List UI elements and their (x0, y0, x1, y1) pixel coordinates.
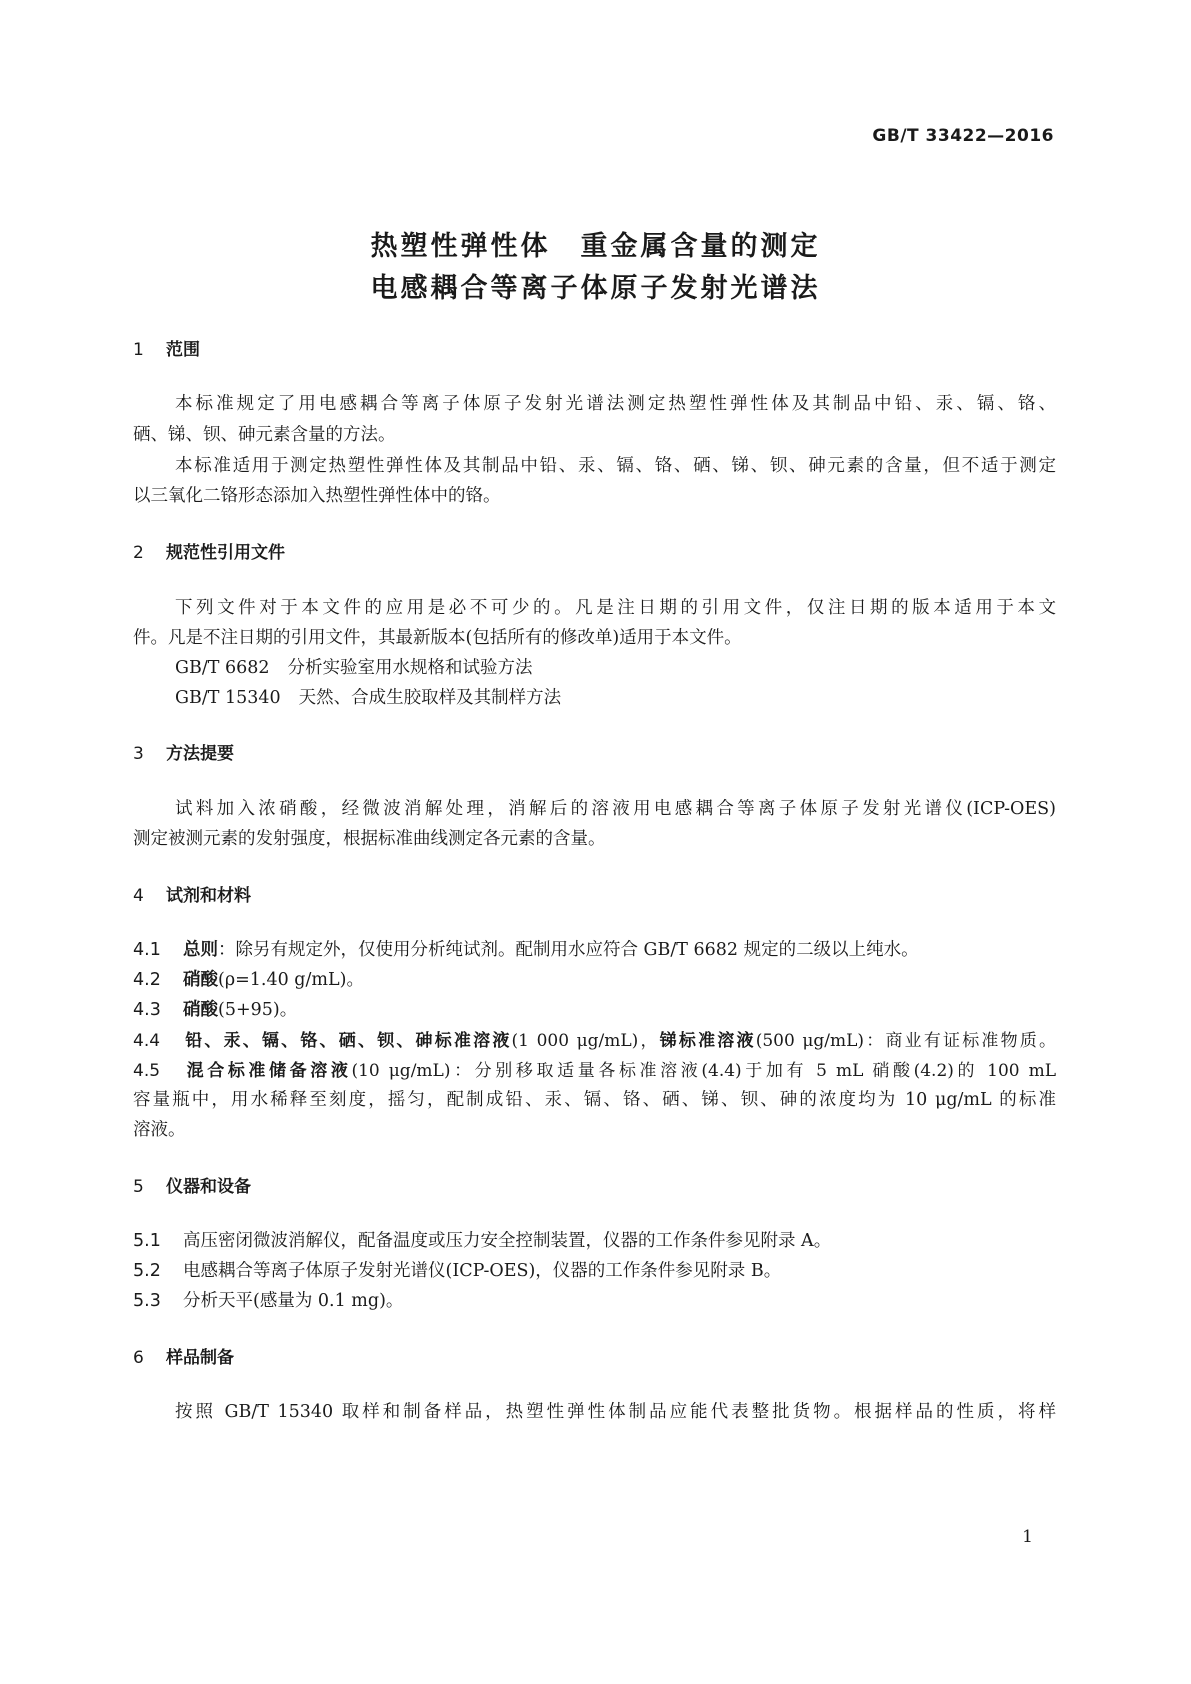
section-heading-2 (133, 538, 285, 563)
clause-number: 4.2 (133, 970, 161, 990)
clause-4-2 (133, 966, 364, 991)
section-heading-4 (133, 881, 251, 906)
document-title-line-2: 电感耦合等离子体原子发射光谱法 (370, 273, 821, 304)
normative-reference (175, 684, 561, 709)
clause-text: (10 μg/mL)：分别移取适量各标准溶液(4.4)于加有 5 mL 硝酸(4.2)的 100 mL (351, 1061, 1056, 1081)
clause-term: 硝酸 (183, 970, 218, 990)
paragraph-line: 以三氧化二铬形态添加入热塑性弹性体中的铬。 (133, 486, 501, 506)
clause-term: 锑标准溶液 (659, 1031, 756, 1051)
reference-code: GB/T 15340 (175, 688, 281, 708)
clause-text: 分析天平(感量为 0.1 mg)。 (183, 1291, 404, 1311)
section-heading-1 (133, 335, 200, 360)
reference-title: 天然、合成生胶取样及其制样方法 (298, 688, 562, 708)
clause-text: (5+95)。 (218, 1000, 298, 1020)
clause-4-4 (133, 1026, 1056, 1051)
clause-term: 硝酸 (183, 1000, 218, 1020)
clause-5-2 (133, 1257, 781, 1282)
page-number: 1 (1022, 1527, 1033, 1547)
standard-number: GB/T 33422—2016 (872, 126, 1054, 146)
section-title: 样品制备 (166, 1348, 234, 1368)
clause-4-3 (133, 996, 297, 1021)
paragraph-line: 硒、锑、钡、砷元素含量的方法。 (133, 425, 396, 445)
section-number: 2 (133, 543, 144, 563)
reference-code: GB/T 6682 (175, 658, 270, 678)
clause-text: 电感耦合等离子体原子发射光谱仪(ICP-OES)，仪器的工作条件参见附录 B。 (183, 1261, 782, 1281)
paragraph-line: 试料加入浓硝酸，经微波消解处理，消解后的溶液用电感耦合等离子体原子发射光谱仪(ICP-OES) (175, 799, 1056, 819)
clause-text: 高压密闭微波消解仪，配备温度或压力安全控制装置，仪器的工作条件参见附录 A。 (183, 1231, 832, 1251)
clause-4-5 (133, 1056, 1056, 1081)
section-number: 5 (133, 1177, 144, 1197)
section-number: 3 (133, 744, 144, 764)
section-title: 方法提要 (166, 744, 234, 764)
clause-text: (1 000 μg/mL)， (511, 1031, 660, 1051)
clause-number: 5.2 (133, 1261, 161, 1281)
clause-number: 4.5 (133, 1061, 161, 1081)
clause-5-3 (133, 1287, 403, 1312)
clause-number: 4.1 (133, 940, 161, 960)
section-title: 规范性引用文件 (166, 543, 285, 563)
section-number: 6 (133, 1348, 144, 1368)
normative-reference (175, 654, 533, 679)
paragraph-line: 测定被测元素的发射强度，根据标准曲线测定各元素的含量。 (133, 829, 606, 849)
clause-4-1 (133, 936, 919, 961)
paragraph-line: 本标准适用于测定热塑性弹性体及其制品中铅、汞、镉、铬、硒、锑、钡、砷元素的含量，但不适于测定 (175, 456, 1056, 476)
section-title: 试剂和材料 (166, 886, 251, 906)
paragraph-line: 本标准规定了用电感耦合等离子体原子发射光谱法测定热塑性弹性体及其制品中铅、汞、镉、铬、 (175, 394, 1056, 414)
section-title: 范围 (166, 340, 200, 360)
clause-number: 5.1 (133, 1231, 161, 1251)
paragraph-line: 下列文件对于本文件的应用是必不可少的。凡是注日期的引用文件，仅注日期的版本适用于本文 (175, 598, 1056, 618)
clause-number: 4.4 (133, 1031, 161, 1051)
section-number: 4 (133, 886, 144, 906)
paragraph-line: 容量瓶中，用水稀释至刻度，摇匀，配制成铅、汞、镉、铬、硒、锑、钡、砷的浓度均为 10 μg/mL 的标准 (133, 1090, 1056, 1110)
paragraph-line: 按照 GB/T 15340 取样和制备样品，热塑性弹性体制品应能代表整批货物。根据样品的性质，将样 (175, 1402, 1056, 1422)
section-number: 1 (133, 340, 144, 360)
clause-term: 铅、汞、镉、铬、硒、钡、砷标准溶液 (183, 1031, 512, 1051)
clause-5-1 (133, 1227, 831, 1252)
clause-text: ：除另有规定外，仅使用分析纯试剂。配制用水应符合 GB/T 6682 规定的二级以上纯水。 (218, 940, 919, 960)
clause-text: (500 μg/mL)：商业有证标准物质。 (755, 1031, 1057, 1051)
paragraph-line: 件。凡是不注日期的引用文件，其最新版本(包括所有的修改单)适用于本文件。 (133, 628, 742, 648)
clause-number: 5.3 (133, 1291, 161, 1311)
section-heading-6 (133, 1343, 234, 1368)
paragraph-line: 溶液。 (133, 1120, 186, 1140)
section-heading-3 (133, 739, 234, 764)
document-title-line-1: 热塑性弹性体 重金属含量的测定 (370, 231, 821, 262)
clause-term: 混合标准储备溶液 (183, 1061, 352, 1081)
section-heading-5 (133, 1172, 251, 1197)
section-title: 仪器和设备 (166, 1177, 251, 1197)
clause-term: 总则 (183, 940, 218, 960)
reference-title: 分析实验室用水规格和试验方法 (287, 658, 533, 678)
clause-number: 4.3 (133, 1000, 161, 1020)
clause-text: (ρ=1.40 g/mL)。 (218, 970, 364, 990)
